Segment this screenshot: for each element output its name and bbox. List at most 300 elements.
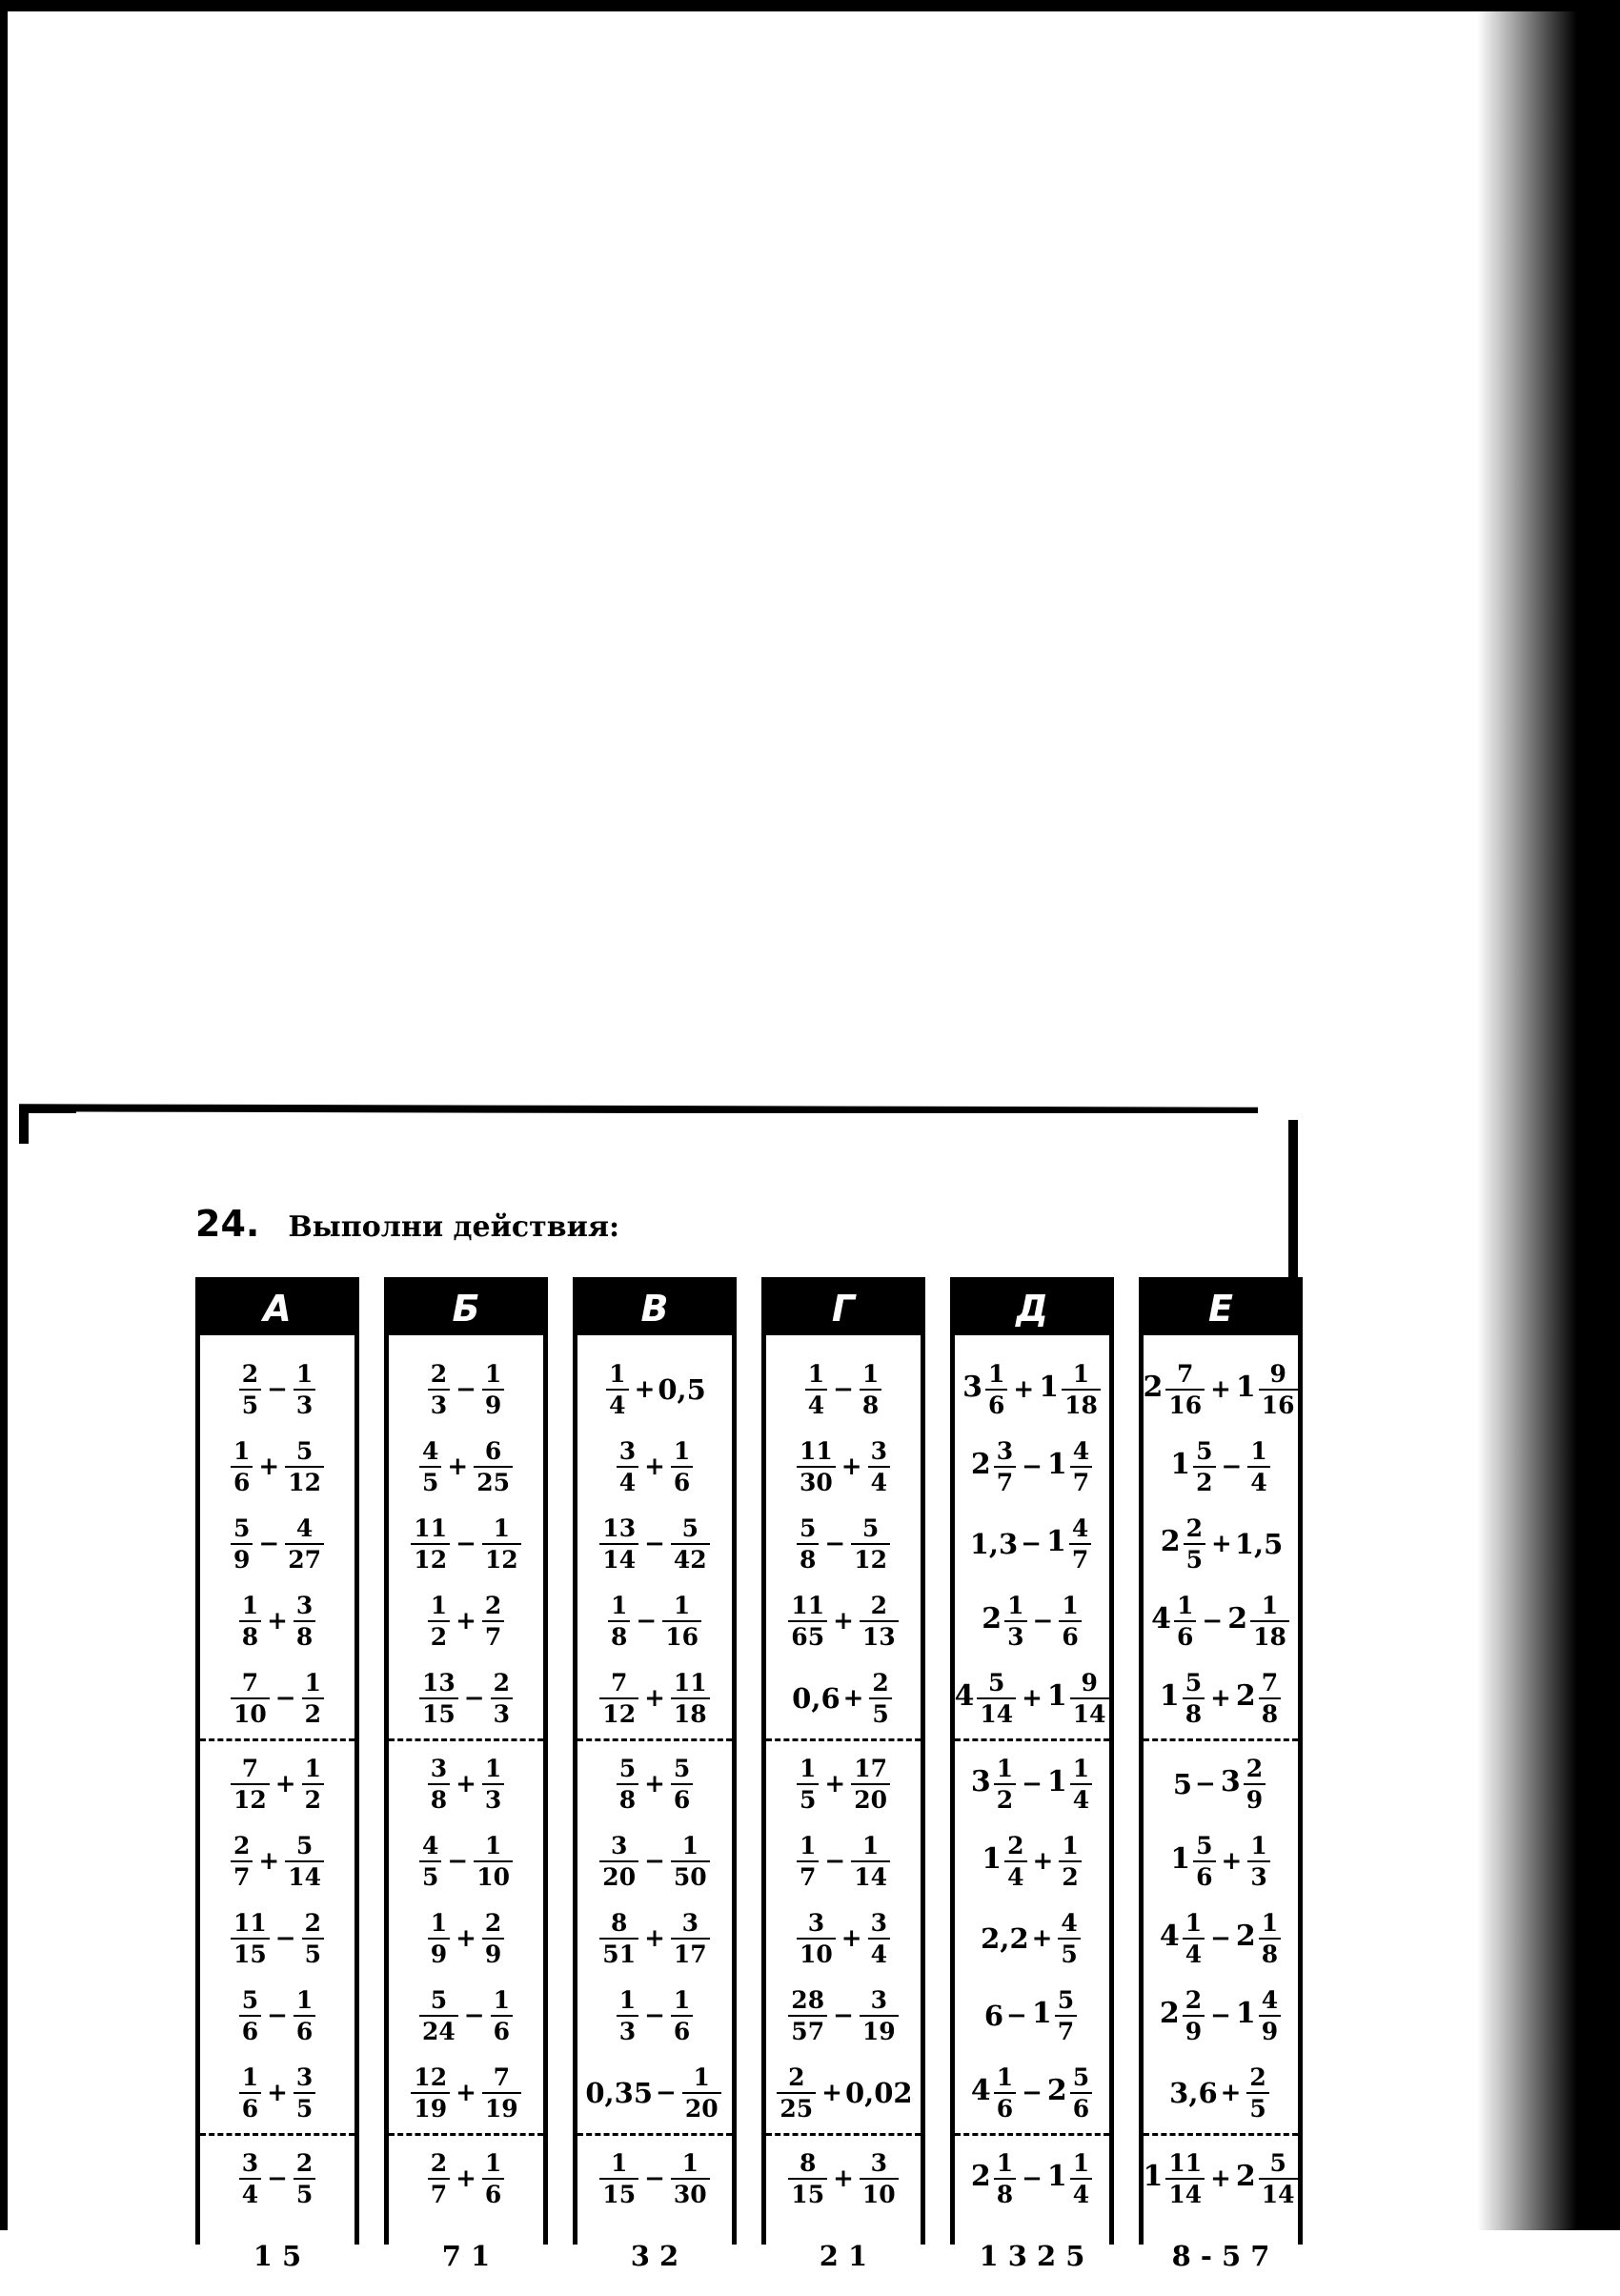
fraction-denominator: 12 <box>231 1783 270 1812</box>
operator: − <box>636 1606 658 1636</box>
fraction <box>617 1754 638 1814</box>
number: 2 1 <box>819 2239 868 2272</box>
fraction-numerator: 5 <box>681 1514 699 1542</box>
whole-part: 1 <box>1046 2160 1067 2193</box>
exercise-item <box>200 2140 354 2217</box>
fraction-numerator: 5 <box>861 1514 880 1542</box>
fraction-numerator: 4 <box>295 1514 314 1542</box>
fraction-numerator: 13 <box>422 1668 456 1697</box>
fraction-denominator: 7 <box>994 1466 1016 1494</box>
fraction <box>1070 2062 1092 2123</box>
fraction-numerator: 5 <box>241 1985 259 2014</box>
fraction-numerator: 1 <box>233 1436 251 1465</box>
whole-part: 1 <box>982 1842 1002 1876</box>
fraction-denominator: 30 <box>671 2178 710 2206</box>
operator: + <box>258 1452 280 1481</box>
exercise-item <box>955 1900 1109 1977</box>
fraction <box>599 1908 638 1968</box>
exercise-item <box>389 1505 543 1582</box>
exercise-group <box>389 2136 543 2296</box>
fraction-denominator: 8 <box>994 2178 1016 2206</box>
whole-part: 1 <box>1159 1679 1180 1713</box>
fraction-denominator: 5 <box>869 1697 891 1726</box>
fraction <box>294 1591 315 1651</box>
exercise-item <box>200 1659 354 1737</box>
mixed-number <box>980 1591 1029 1651</box>
fraction-denominator: 6 <box>985 1389 1007 1417</box>
fraction-numerator: 1 <box>673 1985 691 2014</box>
fraction <box>860 1591 899 1651</box>
fraction-denominator: 7 <box>797 1860 819 1889</box>
fraction <box>474 1436 513 1496</box>
fraction-numerator: 1 <box>807 1359 825 1388</box>
fraction-numerator: 1 <box>1250 1831 1267 1859</box>
exercise-group <box>389 1347 543 1741</box>
operator: − <box>833 1374 854 1404</box>
fraction <box>671 1754 693 1814</box>
exercise-item <box>955 2217 1109 2294</box>
exercise-column <box>761 1277 925 2272</box>
fraction-numerator: 2 <box>295 2148 314 2177</box>
operator: + <box>644 1683 665 1713</box>
exercise-item <box>1144 1900 1298 1977</box>
exercise-column <box>950 1277 1114 2272</box>
fraction-numerator: 5 <box>295 1436 314 1465</box>
fraction <box>617 1985 638 2045</box>
whole-part: 2 <box>1235 1679 1256 1713</box>
exercise-column <box>573 1277 737 2272</box>
exercise-item <box>200 2054 354 2131</box>
fraction-denominator: 12 <box>411 1543 450 1572</box>
fraction-numerator: 9 <box>1269 1359 1286 1388</box>
fraction <box>285 1516 324 1572</box>
fraction-numerator: 1 <box>493 1985 510 2014</box>
operator: + <box>644 1923 665 1953</box>
number: 1 3 2 5 <box>979 2239 1085 2272</box>
fraction <box>671 1908 710 1968</box>
fraction-denominator: 9 <box>482 1938 504 1966</box>
fraction-numerator: 7 <box>241 1754 259 1782</box>
fraction-denominator: 10 <box>231 1697 270 1726</box>
fraction <box>671 2148 710 2208</box>
exercise-item <box>389 1428 543 1505</box>
fraction <box>682 2062 721 2123</box>
whole-part: 1 <box>1046 1765 1067 1798</box>
whole-part: 1 <box>1170 1448 1191 1481</box>
fraction-numerator: 1 <box>241 2062 259 2091</box>
fraction <box>491 1985 513 2045</box>
exercise-item <box>389 2140 543 2217</box>
fraction <box>606 1359 628 1419</box>
column-body <box>1144 1335 1298 2296</box>
column-header: Е <box>1144 1282 1298 1335</box>
mixed-number <box>1225 1591 1292 1651</box>
fraction <box>851 1516 890 1572</box>
operator: + <box>1210 1683 1231 1713</box>
fraction-numerator: 1 <box>693 2062 710 2091</box>
fraction <box>1070 1668 1109 1728</box>
fraction-numerator: 2 <box>484 1591 502 1619</box>
fraction-numerator: 2 <box>304 1908 321 1937</box>
fraction-numerator: 3 <box>681 1908 699 1937</box>
exercise-item <box>200 1745 354 1822</box>
fraction-denominator: 12 <box>599 1697 638 1726</box>
fraction-numerator: 2 <box>1245 1754 1264 1782</box>
mixed-number <box>1234 2148 1301 2208</box>
operator: − <box>644 1529 665 1558</box>
exercise-item <box>1144 1351 1298 1428</box>
fraction-denominator: 6 <box>994 2092 1016 2121</box>
operator: + <box>1210 1374 1231 1404</box>
fraction-numerator: 1 <box>618 1985 637 2014</box>
column-header: Г <box>766 1282 921 1335</box>
fraction-denominator: 8 <box>1183 1697 1205 1726</box>
operator: − <box>274 1923 296 1953</box>
fraction-denominator: 4 <box>868 1938 890 1966</box>
exercise-item <box>766 1822 921 1900</box>
operator: + <box>1032 1846 1054 1876</box>
fraction-numerator: 1 <box>295 1359 314 1388</box>
fraction-denominator: 6 <box>1059 1620 1081 1649</box>
fraction-numerator: 1 <box>1261 1591 1279 1619</box>
fraction <box>1004 1591 1026 1651</box>
fraction-numerator: 2 <box>788 2062 805 2091</box>
fraction <box>1184 1516 1205 1572</box>
fraction-numerator: 11 <box>800 1436 833 1465</box>
exercise-item <box>955 1745 1109 1822</box>
fraction-numerator: 2 <box>430 1359 448 1388</box>
operator: + <box>1211 1529 1232 1558</box>
fraction <box>428 1591 450 1651</box>
fraction <box>1165 1359 1205 1419</box>
exercise-item <box>766 1745 921 1822</box>
fraction-denominator: 6 <box>239 2092 261 2121</box>
operator: + <box>842 1683 864 1713</box>
fraction-numerator: 7 <box>493 2062 510 2091</box>
fraction-numerator: 11 <box>233 1908 267 1937</box>
mixed-number <box>1158 1908 1207 1968</box>
whole-part: 4 <box>954 1679 975 1713</box>
fraction <box>231 1668 270 1728</box>
fraction <box>994 2062 1016 2123</box>
mixed-number <box>1141 2148 1207 2208</box>
fraction-numerator: 4 <box>422 1831 439 1859</box>
fraction <box>428 1908 450 1968</box>
fraction-denominator: 8 <box>428 1783 450 1812</box>
fraction-numerator: 3 <box>295 2062 314 2091</box>
exercise-group <box>200 1347 354 1741</box>
fraction-numerator: 6 <box>484 1436 502 1465</box>
fraction-denominator: 18 <box>1062 1389 1101 1417</box>
scan-edge-top <box>0 0 1620 11</box>
fraction-denominator: 17 <box>671 1938 710 1966</box>
fraction <box>482 1359 504 1419</box>
mixed-number <box>1044 1516 1094 1572</box>
fraction-numerator: 2 <box>1185 1514 1204 1542</box>
fraction-denominator: 5 <box>1184 1543 1205 1572</box>
fraction <box>671 1668 710 1728</box>
exercise-item <box>1144 1822 1298 1900</box>
fraction <box>1055 1985 1077 2045</box>
fraction-numerator: 2 <box>484 1908 502 1937</box>
fraction-numerator: 1 <box>1007 1591 1024 1619</box>
fraction <box>851 1754 890 1814</box>
fraction-numerator: 1 <box>484 2148 502 2177</box>
exercise-item <box>1144 1977 1298 2054</box>
exercise-item <box>577 2054 732 2131</box>
fraction-denominator: 18 <box>1250 1620 1289 1649</box>
fraction <box>994 1754 1016 1814</box>
exercise-item <box>1144 2054 1298 2131</box>
fraction-numerator: 5 <box>233 1514 251 1542</box>
whole-part: 2 <box>1143 1371 1164 1404</box>
fraction <box>1259 2148 1298 2208</box>
fraction <box>231 1831 253 1891</box>
fraction-numerator: 1 <box>996 2062 1014 2091</box>
operator: + <box>1013 1374 1035 1404</box>
fraction <box>797 1516 819 1572</box>
fraction-denominator: 10 <box>797 1938 836 1966</box>
fraction-numerator: 2 <box>1007 1831 1024 1859</box>
exercise-item <box>389 1900 543 1977</box>
fraction <box>294 1985 315 2045</box>
exercise-group <box>389 1741 543 2136</box>
mixed-number <box>1234 1668 1284 1728</box>
mixed-number <box>1045 1754 1095 1814</box>
fraction-denominator: 19 <box>860 2015 899 2043</box>
fraction-denominator: 9 <box>482 1389 504 1417</box>
fraction-denominator: 15 <box>419 1697 458 1726</box>
operator: − <box>644 2164 665 2193</box>
operator: + <box>447 1452 469 1481</box>
number: 1 5 <box>253 2239 302 2272</box>
exercise-item <box>389 1745 543 1822</box>
fraction <box>411 1516 450 1572</box>
fraction-numerator: 1 <box>484 1359 502 1388</box>
fraction-numerator: 17 <box>854 1754 887 1782</box>
fraction <box>1165 2148 1205 2208</box>
fraction-denominator: 4 <box>239 2178 261 2206</box>
fraction <box>411 2062 450 2123</box>
fraction-numerator: 3 <box>996 1436 1014 1465</box>
fraction <box>419 1985 458 2045</box>
fraction <box>419 1668 458 1728</box>
fraction-denominator: 5 <box>294 2178 315 2206</box>
exercise-item <box>766 2140 921 2217</box>
whole-part: 2 <box>1159 1997 1180 2030</box>
fraction <box>797 1436 836 1496</box>
fraction-denominator: 25 <box>474 1466 513 1494</box>
fraction-denominator: 4 <box>868 1466 890 1494</box>
fraction-numerator: 3 <box>618 1436 637 1465</box>
exercise-item <box>577 1582 732 1659</box>
fraction <box>608 1591 630 1651</box>
mixed-number <box>1045 1436 1095 1496</box>
operator: − <box>463 2001 485 2030</box>
exercise-item <box>577 1351 732 1428</box>
mixed-number <box>1149 1591 1199 1651</box>
exercise-group <box>577 1347 732 1741</box>
fraction <box>985 1359 1007 1419</box>
fraction-numerator: 1 <box>988 1359 1005 1388</box>
fraction-denominator: 2 <box>1059 1860 1081 1889</box>
fraction-denominator: 16 <box>1259 1389 1298 1417</box>
exercise-item <box>1144 1505 1298 1582</box>
fraction <box>805 1359 827 1419</box>
fraction-denominator: 3 <box>428 1389 450 1417</box>
operator: − <box>1195 1769 1216 1798</box>
fraction-denominator: 8 <box>617 1783 638 1812</box>
fraction-denominator: 20 <box>599 1860 638 1889</box>
exercise-item <box>200 2217 354 2294</box>
fraction <box>1193 1831 1215 1891</box>
number: 7 1 <box>441 2239 491 2272</box>
fraction-denominator: 14 <box>1070 1697 1109 1726</box>
exercise-item <box>200 1505 354 1582</box>
fraction <box>1070 1754 1092 1814</box>
fraction-numerator: 5 <box>430 1985 448 2014</box>
fraction <box>482 2062 521 2123</box>
exercise-item <box>955 1822 1109 1900</box>
exercise-item <box>766 1900 921 1977</box>
fraction-denominator: 9 <box>231 1543 253 1572</box>
task-number: 24. <box>195 1203 260 1245</box>
fraction-numerator: 5 <box>800 1514 817 1542</box>
exercise-item <box>1144 1659 1298 1737</box>
fraction-denominator: 6 <box>294 2015 315 2043</box>
whole-part: 2 <box>982 1602 1002 1636</box>
exercise-item <box>200 1822 354 1900</box>
fraction <box>662 1591 701 1651</box>
fraction <box>419 1436 441 1496</box>
fraction-denominator: 20 <box>851 1783 890 1812</box>
fraction-numerator: 3 <box>610 1831 628 1859</box>
fraction <box>1183 1985 1205 2045</box>
fraction-denominator: 50 <box>671 1860 710 1889</box>
operator: + <box>456 2164 476 2193</box>
fraction-numerator: 2 <box>1249 2062 1266 2091</box>
fraction-numerator: 5 <box>1196 1831 1213 1859</box>
fraction-denominator: 24 <box>419 2015 458 2043</box>
whole-part: 2 <box>1235 1920 1256 1953</box>
fraction-numerator: 3 <box>430 1754 448 1782</box>
exercise-item <box>766 2217 921 2294</box>
fraction <box>302 1754 324 1814</box>
fraction <box>294 2148 315 2208</box>
exercise-item <box>1144 2217 1298 2294</box>
whole-part: 4 <box>1159 1920 1180 1953</box>
task-heading <box>195 1203 619 1245</box>
fraction-denominator: 8 <box>239 1620 261 1649</box>
whole-part: 3 <box>1220 1765 1241 1798</box>
fraction-denominator: 19 <box>482 2092 521 2121</box>
fraction <box>294 2062 315 2123</box>
fraction-numerator: 4 <box>422 1436 439 1465</box>
fraction-numerator: 4 <box>1061 1908 1078 1937</box>
operator: − <box>267 2001 288 2030</box>
fraction <box>797 1908 836 1968</box>
fraction <box>671 1516 710 1572</box>
column-body <box>200 1335 354 2296</box>
fraction <box>788 1985 827 2045</box>
number: 0,5 <box>658 1372 706 1406</box>
whole-part: 4 <box>970 2074 991 2107</box>
exercise-item <box>200 1351 354 1428</box>
fraction-numerator: 3 <box>870 2148 887 2177</box>
number: 6 <box>983 1999 1004 2032</box>
fraction <box>671 1985 693 2045</box>
fraction <box>1259 1359 1298 1419</box>
fraction-numerator: 1 <box>800 1754 817 1782</box>
fraction <box>482 1908 504 1968</box>
whole-part: 4 <box>1151 1602 1171 1636</box>
exercise-item <box>200 1428 354 1505</box>
column-body <box>577 1335 732 2296</box>
mixed-number <box>969 1436 1019 1496</box>
fraction-denominator: 6 <box>239 2015 261 2043</box>
fraction-denominator: 8 <box>1259 1697 1281 1726</box>
exercise-item <box>955 2054 1109 2131</box>
fraction <box>671 1831 710 1891</box>
fraction-numerator: 8 <box>799 2148 817 2177</box>
fraction-denominator: 10 <box>474 1860 513 1889</box>
operator: − <box>1022 2078 1043 2107</box>
fraction-denominator: 20 <box>682 2092 721 2121</box>
mixed-number <box>1168 1831 1218 1891</box>
fraction-denominator: 3 <box>491 1697 513 1726</box>
exercise-item <box>577 1428 732 1505</box>
exercise-item <box>577 2140 732 2217</box>
fraction <box>1069 1516 1091 1572</box>
fraction-numerator: 3 <box>870 1985 887 2014</box>
operator: + <box>840 1923 862 1953</box>
fraction-denominator: 16 <box>1165 1389 1205 1417</box>
fraction-denominator: 4 <box>1004 1860 1026 1889</box>
fraction-numerator: 1 <box>295 1985 314 2014</box>
number: 1,5 <box>1234 1527 1284 1560</box>
fraction-denominator: 12 <box>482 1543 521 1572</box>
fraction-numerator: 1 <box>430 1908 448 1937</box>
exercise-item <box>389 2054 543 2131</box>
mixed-number <box>1158 1668 1207 1728</box>
fraction-denominator: 4 <box>617 1466 638 1494</box>
fraction-numerator: 1 <box>484 1831 502 1859</box>
fraction-numerator: 1 <box>1250 1436 1267 1465</box>
whole-part: 1 <box>1031 1997 1052 2030</box>
exercise-group <box>1144 2136 1298 2296</box>
fraction-numerator: 1 <box>493 1514 510 1542</box>
fraction-numerator: 4 <box>1261 1985 1279 2014</box>
operator: − <box>1022 2164 1043 2193</box>
exercise-item <box>766 1659 921 1737</box>
fraction-numerator: 1 <box>1177 1591 1194 1619</box>
fraction-numerator: 1 <box>610 2148 628 2177</box>
whole-part: 1 <box>1235 1997 1256 2030</box>
mixed-number <box>1141 1359 1207 1419</box>
whole-part: 2 <box>1046 2074 1067 2107</box>
fraction-numerator: 1 <box>1062 1591 1079 1619</box>
fraction-numerator: 2 <box>493 1668 510 1697</box>
fraction-numerator: 4 <box>1072 1436 1090 1465</box>
operator: − <box>833 2001 854 2030</box>
exercise-group <box>766 1347 921 1741</box>
exercise-item <box>389 1351 543 1428</box>
fraction-denominator: 8 <box>608 1620 630 1649</box>
exercise-item <box>389 1659 543 1737</box>
fraction-numerator: 1 <box>484 1754 502 1782</box>
fraction-denominator: 5 <box>294 2092 315 2121</box>
exercise-item <box>1144 2140 1298 2217</box>
